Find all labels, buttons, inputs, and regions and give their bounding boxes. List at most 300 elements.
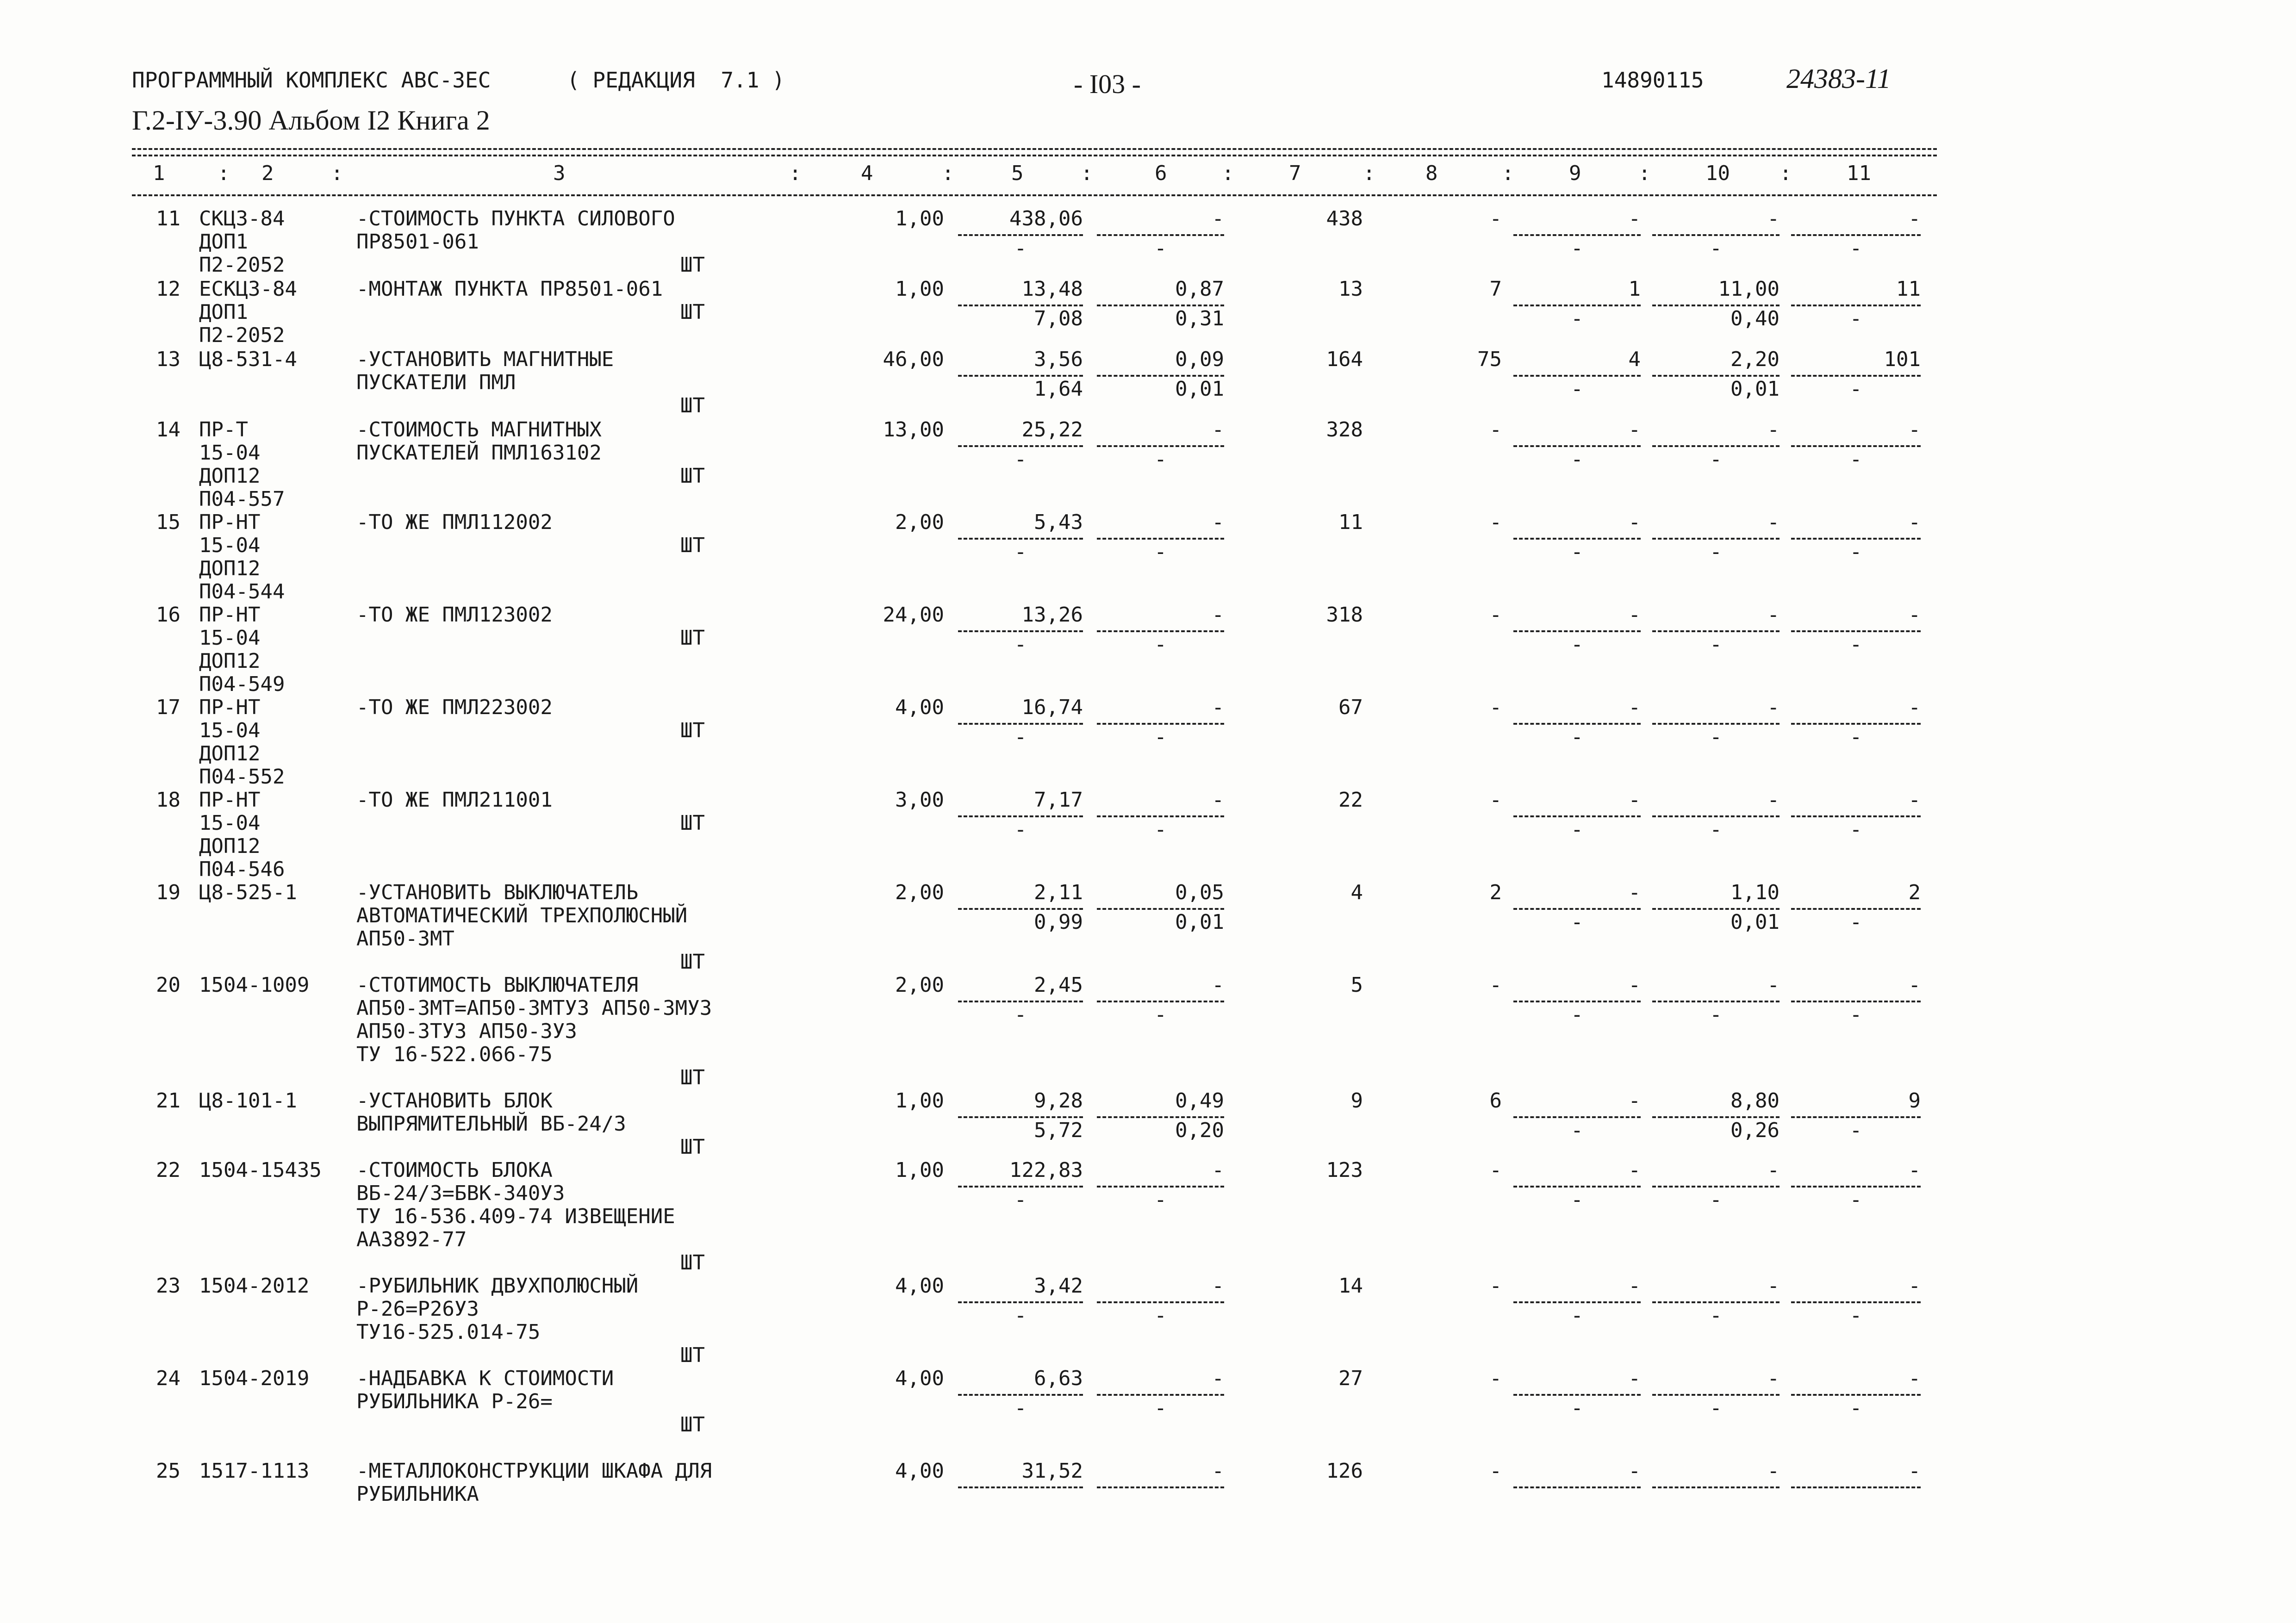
price-code: 15-04 <box>199 534 261 557</box>
value-rule <box>1652 908 1780 910</box>
labor-hours: 1,10 <box>1730 881 1780 904</box>
price-code: П04-546 <box>199 858 285 881</box>
total-wage: - <box>1489 696 1502 719</box>
value-rule <box>1652 1486 1780 1488</box>
total-cost: 13 <box>1338 277 1363 301</box>
quantity: 2,00 <box>895 510 944 534</box>
subtotal-value: - <box>1014 236 1027 260</box>
unit-cost: 7,17 <box>1034 788 1083 812</box>
work-description: АП50-3ТУ3 АП50-3У3 <box>356 1020 577 1043</box>
subtotal-value: 0,40 <box>1730 307 1780 330</box>
work-description: -УСТАНОВИТЬ ВЫКЛЮЧАТЕЛЬ <box>356 881 639 904</box>
subtotal-value: - <box>1849 540 1862 564</box>
table-row <box>0 789 2296 881</box>
labor-total: - <box>1908 207 1921 230</box>
header-rule <box>132 194 1937 196</box>
column-number: 7 <box>1289 162 1301 185</box>
total-wage: - <box>1489 1158 1502 1182</box>
table-row <box>0 511 2296 603</box>
subtotal-value: - <box>1710 1304 1722 1327</box>
unit-wage: - <box>1212 1459 1224 1483</box>
value-rule <box>1513 305 1641 306</box>
labor-hours: - <box>1767 1459 1780 1483</box>
subtotal-value: 0,01 <box>1730 910 1780 934</box>
unit-wage: 0,05 <box>1175 881 1224 904</box>
work-description: ВБ-24/3=БВК-340У3 <box>356 1181 565 1205</box>
unit-wage: - <box>1212 696 1224 719</box>
value-rule <box>1791 1394 1921 1396</box>
value-rule <box>1513 815 1641 817</box>
value-rule <box>1791 305 1921 306</box>
unit-label: ШТ <box>680 719 705 742</box>
column-number: 5 <box>1011 162 1024 185</box>
machine-cost: - <box>1628 881 1641 904</box>
row-number: 22 <box>156 1158 180 1182</box>
unit-wage: 0,87 <box>1175 277 1224 301</box>
subtotal-value: 0,26 <box>1730 1119 1780 1142</box>
price-code: 1504-2012 <box>199 1274 310 1298</box>
work-description: -НАДБАВКА К СТОИМОСТИ <box>356 1367 614 1390</box>
unit-label: ШТ <box>680 253 705 277</box>
value-rule <box>958 445 1083 447</box>
value-rule <box>1097 538 1224 540</box>
table-row <box>0 603 2296 696</box>
price-code: Ц8-531-4 <box>199 348 297 371</box>
price-code: П04-552 <box>199 765 285 789</box>
subtotal-value: - <box>1154 1188 1167 1212</box>
value-rule <box>1791 630 1921 632</box>
subtotal-value: - <box>1849 910 1862 934</box>
column-number: 11 <box>1847 162 1871 185</box>
price-code: ПР-НТ <box>199 696 261 719</box>
row-number: 19 <box>156 881 180 904</box>
work-description: ТУ16-525.014-75 <box>356 1320 541 1344</box>
unit-cost: 6,63 <box>1034 1367 1083 1390</box>
value-rule <box>1513 723 1641 725</box>
unit-label: ШТ <box>680 1135 705 1159</box>
work-description: ПУСКАТЕЛЕЙ ПМЛ163102 <box>356 441 602 465</box>
work-description: -СТОИМОСТЬ БЛОКА <box>356 1158 553 1182</box>
subtotal-value: - <box>1849 725 1862 749</box>
value-rule <box>1791 538 1921 540</box>
total-cost: 14 <box>1338 1274 1363 1298</box>
machine-cost: - <box>1628 510 1641 534</box>
value-rule <box>1652 630 1780 632</box>
column-number: 2 <box>261 162 274 185</box>
document-number: 24383-11 <box>1786 63 1891 94</box>
unit-cost: 16,74 <box>1021 696 1083 719</box>
unit-label: ШТ <box>680 394 705 417</box>
unit-wage: - <box>1212 973 1224 997</box>
total-cost: 328 <box>1326 418 1363 442</box>
unit-label: ШТ <box>680 1066 705 1089</box>
subtotal-value: - <box>1014 725 1027 749</box>
quantity: 2,00 <box>895 881 944 904</box>
labor-total: - <box>1908 510 1921 534</box>
quantity: 4,00 <box>895 1367 944 1390</box>
labor-total: - <box>1908 1274 1921 1298</box>
price-code: ДОП12 <box>199 557 261 580</box>
price-code: ДОП1 <box>199 300 248 324</box>
column-separator: : <box>789 162 802 185</box>
value-rule <box>1513 445 1641 447</box>
subtotal-value: - <box>1571 1119 1583 1142</box>
total-wage: - <box>1489 1459 1502 1483</box>
value-rule <box>1513 908 1641 910</box>
subtotal-value: - <box>1571 1188 1583 1212</box>
machine-cost: - <box>1628 973 1641 997</box>
value-rule <box>1791 1116 1921 1118</box>
value-rule <box>958 234 1083 236</box>
price-code: П04-549 <box>199 672 285 696</box>
value-rule <box>1791 908 1921 910</box>
value-rule <box>1652 1301 1780 1303</box>
value-rule <box>1097 630 1224 632</box>
unit-label: ШТ <box>680 534 705 557</box>
value-rule <box>1652 375 1780 377</box>
subtotal-value: - <box>1710 236 1722 260</box>
price-code: ПР-НТ <box>199 788 261 812</box>
price-code: ДОП12 <box>199 834 261 858</box>
quantity: 3,00 <box>895 788 944 812</box>
subtotal-value: - <box>1154 236 1167 260</box>
row-number: 14 <box>156 418 180 442</box>
work-description: ПУСКАТЕЛИ ПМЛ <box>356 371 516 394</box>
unit-label: ШТ <box>680 626 705 650</box>
value-rule <box>1791 1486 1921 1488</box>
table-row <box>0 418 2296 511</box>
edition-label: ( РЕДАКЦИЯ 7.1 ) <box>567 68 785 93</box>
labor-total: - <box>1908 973 1921 997</box>
subtotal-value: - <box>1571 448 1583 471</box>
price-code: Ц8-101-1 <box>199 1089 297 1113</box>
work-description: ТУ 16-536.409-74 ИЗВЕЩЕНИЕ <box>356 1205 675 1228</box>
subtotal-value: - <box>1571 910 1583 934</box>
quantity: 1,00 <box>895 207 944 230</box>
price-code: ПР-Т <box>199 418 248 442</box>
unit-cost: 31,52 <box>1021 1459 1083 1483</box>
value-rule <box>958 1186 1083 1188</box>
row-number: 24 <box>156 1367 180 1390</box>
work-description: РУБИЛЬНИКА Р-26= <box>356 1390 553 1413</box>
value-rule <box>1652 815 1780 817</box>
work-description: -ТО ЖЕ ПМЛ211001 <box>356 788 553 812</box>
value-rule <box>1513 1394 1641 1396</box>
subtotal-value: 0,01 <box>1175 910 1224 934</box>
subtotal-value: 0,01 <box>1730 377 1780 401</box>
labor-total: 11 <box>1896 277 1921 301</box>
subtotal-value: 0,31 <box>1175 307 1224 330</box>
quantity: 4,00 <box>895 1459 944 1483</box>
price-code: 1517-1113 <box>199 1459 310 1483</box>
price-code: ДОП12 <box>199 464 261 488</box>
value-rule <box>1513 375 1641 377</box>
total-cost: 27 <box>1338 1367 1363 1390</box>
value-rule <box>1652 723 1780 725</box>
labor-total: - <box>1908 1367 1921 1390</box>
value-rule <box>1652 1186 1780 1188</box>
total-wage: - <box>1489 603 1502 627</box>
value-rule <box>1097 445 1224 447</box>
total-wage: - <box>1489 1367 1502 1390</box>
unit-wage: - <box>1212 207 1224 230</box>
unit-cost: 438,06 <box>1009 207 1083 230</box>
value-rule <box>1097 1001 1224 1002</box>
value-rule <box>1097 305 1224 306</box>
quantity: 24,00 <box>883 603 944 627</box>
value-rule <box>1097 1486 1224 1488</box>
table-row <box>0 1367 2296 1460</box>
quantity: 46,00 <box>883 348 944 371</box>
subtotal-value: - <box>1014 1396 1027 1420</box>
total-cost: 123 <box>1326 1158 1363 1182</box>
unit-wage: - <box>1212 510 1224 534</box>
total-cost: 11 <box>1338 510 1363 534</box>
labor-hours: - <box>1767 510 1780 534</box>
column-separator: : <box>942 162 954 185</box>
value-rule <box>1097 1186 1224 1188</box>
value-rule <box>958 630 1083 632</box>
table-row <box>0 696 2296 789</box>
value-rule <box>1097 723 1224 725</box>
subtotal-value: - <box>1849 1119 1862 1142</box>
value-rule <box>1513 1301 1641 1303</box>
price-code: 1504-15435 <box>199 1158 322 1182</box>
subtotal-value: - <box>1710 448 1722 471</box>
unit-label: ШТ <box>680 811 705 835</box>
unit-cost: 3,56 <box>1034 348 1083 371</box>
subtotal-value: - <box>1014 540 1027 564</box>
subtotal-value: - <box>1571 236 1583 260</box>
labor-hours: - <box>1767 207 1780 230</box>
quantity: 1,00 <box>895 1158 944 1182</box>
subtotal-value: - <box>1571 818 1583 841</box>
subtotal-value: - <box>1710 633 1722 656</box>
unit-wage: - <box>1212 1274 1224 1298</box>
value-rule <box>958 538 1083 540</box>
column-separator: : <box>1363 162 1375 185</box>
machine-cost: - <box>1628 418 1641 442</box>
unit-cost: 2,11 <box>1034 881 1083 904</box>
total-wage: - <box>1489 788 1502 812</box>
subtotal-value: - <box>1571 1304 1583 1327</box>
column-separator: : <box>1502 162 1514 185</box>
row-number: 15 <box>156 510 180 534</box>
labor-hours: - <box>1767 788 1780 812</box>
subtotal-value: - <box>1571 1396 1583 1420</box>
subtotal-value: - <box>1710 1188 1722 1212</box>
unit-label: ШТ <box>680 950 705 974</box>
value-rule <box>1652 234 1780 236</box>
column-separator: : <box>1222 162 1234 185</box>
quantity: 4,00 <box>895 696 944 719</box>
quantity: 2,00 <box>895 973 944 997</box>
quantity: 4,00 <box>895 1274 944 1298</box>
work-description: ПР8501-061 <box>356 230 479 254</box>
subtotal-value: - <box>1710 1396 1722 1420</box>
value-rule <box>1513 234 1641 236</box>
value-rule <box>1652 305 1780 306</box>
unit-label: ШТ <box>680 1413 705 1436</box>
subtotal-value: - <box>1014 448 1027 471</box>
machine-cost: - <box>1628 207 1641 230</box>
subtotal-value: - <box>1154 818 1167 841</box>
value-rule <box>1513 1116 1641 1118</box>
work-description: ТУ 16-522.066-75 <box>356 1043 553 1066</box>
value-rule <box>958 815 1083 817</box>
subtotal-value: - <box>1571 1003 1583 1026</box>
total-wage: 6 <box>1489 1089 1502 1113</box>
work-description: -ТО ЖЕ ПМЛ123002 <box>356 603 553 627</box>
value-rule <box>1513 1001 1641 1002</box>
subtotal-value: - <box>1849 1188 1862 1212</box>
labor-total: - <box>1908 418 1921 442</box>
subtotal-value: 0,01 <box>1175 377 1224 401</box>
subtotal-value: - <box>1154 448 1167 471</box>
subtotal-value: - <box>1849 377 1862 401</box>
total-cost: 4 <box>1350 881 1363 904</box>
value-rule <box>1097 908 1224 910</box>
column-separator: : <box>1081 162 1093 185</box>
page-number: - I03 - <box>1074 69 1141 99</box>
value-rule <box>1791 1301 1921 1303</box>
value-rule <box>1097 375 1224 377</box>
column-separator: : <box>1780 162 1792 185</box>
total-wage: - <box>1489 207 1502 230</box>
table-row <box>0 1158 2296 1275</box>
row-number: 18 <box>156 788 180 812</box>
work-description: -МЕТАЛЛОКОНСТРУКЦИИ ШКАФА ДЛЯ <box>356 1459 712 1483</box>
work-description: АП50-3МТ=АП50-3МТУ3 АП50-3МУ3 <box>356 996 712 1020</box>
column-separator: : <box>1638 162 1651 185</box>
quantity: 13,00 <box>883 418 944 442</box>
machine-cost: - <box>1628 1089 1641 1113</box>
labor-total: 101 <box>1884 348 1921 371</box>
unit-wage: - <box>1212 1367 1224 1390</box>
price-code: 15-04 <box>199 719 261 742</box>
work-description: -РУБИЛЬНИК ДВУХПОЛЮСНЫЙ <box>356 1274 639 1298</box>
top-rule <box>132 148 1937 150</box>
total-wage: - <box>1489 973 1502 997</box>
value-rule <box>1791 815 1921 817</box>
total-cost: 318 <box>1326 603 1363 627</box>
quantity: 1,00 <box>895 277 944 301</box>
value-rule <box>1791 1001 1921 1002</box>
price-code: ДОП12 <box>199 742 261 765</box>
row-number: 16 <box>156 603 180 627</box>
total-cost: 164 <box>1326 348 1363 371</box>
work-description: -СТОИМОСТЬ ПУНКТА СИЛОВОГО <box>356 207 675 230</box>
unit-wage: - <box>1212 603 1224 627</box>
work-description: -МОНТАЖ ПУНКТА ПР8501-061 <box>356 277 663 301</box>
value-rule <box>958 908 1083 910</box>
subtotal-value: - <box>1154 1003 1167 1026</box>
unit-cost: 13,48 <box>1021 277 1083 301</box>
value-rule <box>958 1116 1083 1118</box>
subtotal-value: 1,64 <box>1034 377 1083 401</box>
subtotal-value: - <box>1849 236 1862 260</box>
value-rule <box>1097 815 1224 817</box>
unit-cost: 5,43 <box>1034 510 1083 534</box>
subtotal-value: - <box>1849 1304 1862 1327</box>
row-number: 23 <box>156 1274 180 1298</box>
value-rule <box>958 1001 1083 1002</box>
price-code: П04-557 <box>199 487 285 511</box>
total-wage: 75 <box>1477 348 1502 371</box>
row-number: 25 <box>156 1459 180 1483</box>
subtotal-value: - <box>1849 818 1862 841</box>
subtotal-value: 7,08 <box>1034 307 1083 330</box>
subtotal-value: - <box>1571 307 1583 330</box>
column-number: 4 <box>861 162 873 185</box>
price-code: СКЦЗ-84 <box>199 207 285 230</box>
work-description: -УСТАНОВИТЬ МАГНИТНЫЕ <box>356 348 614 371</box>
price-code: ДОП12 <box>199 649 261 673</box>
top-rule-2 <box>132 155 1937 156</box>
total-wage: - <box>1489 510 1502 534</box>
machine-cost: - <box>1628 788 1641 812</box>
price-code: 1504-2019 <box>199 1367 310 1390</box>
value-rule <box>958 1394 1083 1396</box>
value-rule <box>1513 538 1641 540</box>
labor-total: 2 <box>1908 881 1921 904</box>
labor-hours: - <box>1767 1367 1780 1390</box>
subtotal-value: - <box>1571 633 1583 656</box>
price-code: ЕСКЦЗ-84 <box>199 277 297 301</box>
unit-label: ШТ <box>680 464 705 488</box>
subtotal-value: - <box>1571 725 1583 749</box>
price-code: П04-544 <box>199 580 285 603</box>
unit-cost: 13,26 <box>1021 603 1083 627</box>
document-code: 14890115 <box>1601 68 1704 93</box>
labor-total: - <box>1908 788 1921 812</box>
work-description: -ТО ЖЕ ПМЛ223002 <box>356 696 553 719</box>
subtotal-value: - <box>1154 1396 1167 1420</box>
work-description: РУБИЛЬНИКА <box>356 1482 479 1506</box>
price-code: 15-04 <box>199 811 261 835</box>
subtotal-value: - <box>1849 448 1862 471</box>
price-code: П2-2052 <box>199 253 285 277</box>
subtotal-value: - <box>1710 818 1722 841</box>
unit-wage: - <box>1212 788 1224 812</box>
labor-hours: - <box>1767 696 1780 719</box>
subtotal-value: - <box>1710 1003 1722 1026</box>
price-code: П2-2052 <box>199 323 285 347</box>
price-code: 15-04 <box>199 626 261 650</box>
quantity: 1,00 <box>895 1089 944 1113</box>
subtotal-value: - <box>1710 725 1722 749</box>
labor-hours: 8,80 <box>1730 1089 1780 1113</box>
value-rule <box>1513 1486 1641 1488</box>
unit-wage: 0,49 <box>1175 1089 1224 1113</box>
value-rule <box>1791 1186 1921 1188</box>
total-wage: 7 <box>1489 277 1502 301</box>
total-wage: - <box>1489 1274 1502 1298</box>
subtotal-value: - <box>1154 540 1167 564</box>
album-title: Г.2-IУ-3.90 Альбом I2 Книга 2 <box>132 105 490 136</box>
subtotal-value: - <box>1154 725 1167 749</box>
value-rule <box>1652 445 1780 447</box>
labor-hours: - <box>1767 1274 1780 1298</box>
value-rule <box>958 723 1083 725</box>
value-rule <box>1513 630 1641 632</box>
row-number: 12 <box>156 277 180 301</box>
subtotal-value: 0,20 <box>1175 1119 1224 1142</box>
labor-total: - <box>1908 603 1921 627</box>
value-rule <box>1791 445 1921 447</box>
value-rule <box>1652 538 1780 540</box>
subtotal-value: - <box>1014 1188 1027 1212</box>
